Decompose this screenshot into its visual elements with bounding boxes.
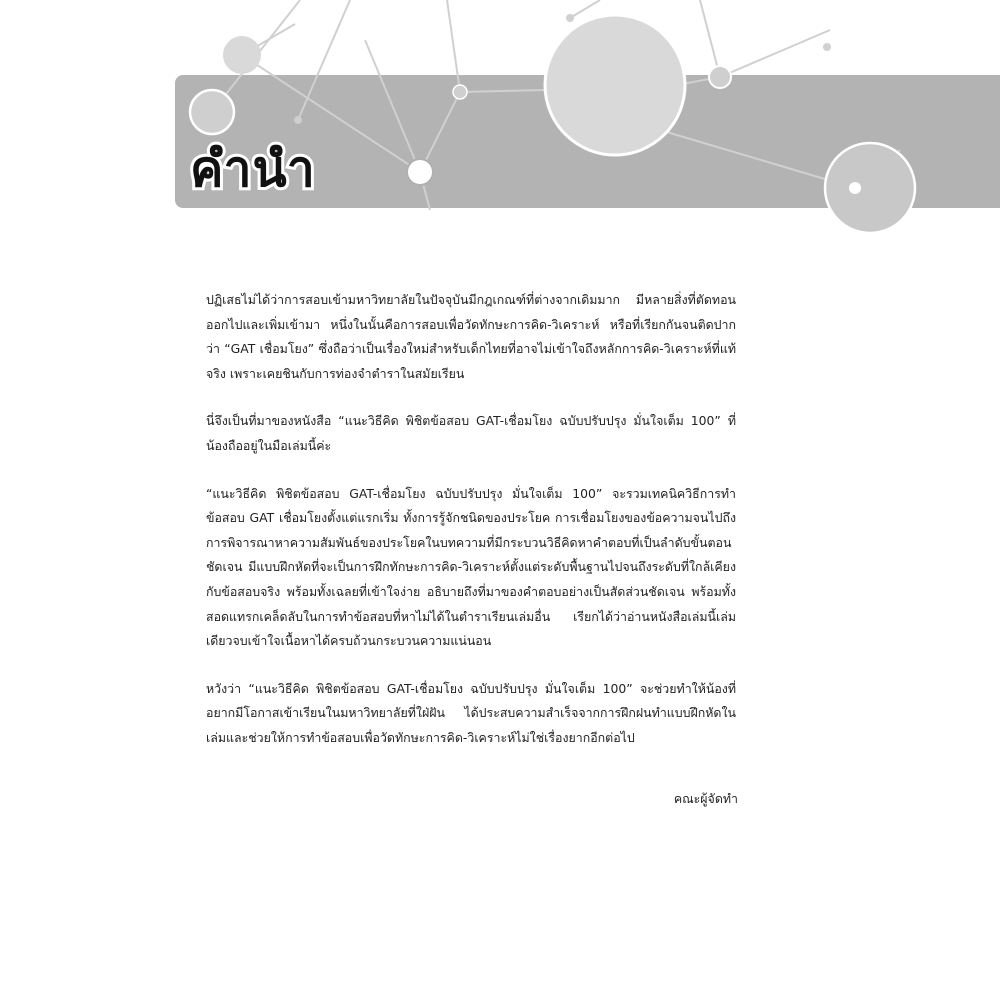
paragraph: “แนะวิธีคิด พิชิตข้อสอบ GAT-เชื่อมโยง ฉบับปรับปรุง มั่นใจเต็ม 100” จะรวมเทคนิควิธีการทำข้อสอบ GAT เชื่อมโยงตั้งแต่แรกเริ่ม ทั้งการรู้จักชนิดของประโยค การเชื่อมโยงของข้อความจนไปถึงการพิจารณาหาความสัมพันธ์ของประโยคในบทความที่มีกระบวนวิธีคิดหาคำตอบที่เป็นลำดับขั้นตอนชัดเจน มีแบบฝึกหัดที่จะเป็นการฝึกทักษะการคิด-วิเคราะห์ตั้งแต่ระดับพื้นฐานไปจนถึงระดับที่ใกล้เคียงกับข้อสอบจริง พร้อมทั้งเฉลยที่เข้าใจง่าย อธิบายถึงที่มาของคำตอบอย่างเป็นสัดส่วนชัดเจน พร้อมทั้งสอดแทรกเคล็ดลับในการทำข้อสอบที่หาไม่ได้ในตำราเรียนเล่มอื่น เรียกได้ว่าอ่านหนังสือเล่มนี้เล่มเดียวจบเข้าใจเนื้อหาได้ครบถ้วนกระบวนความแน่นอน	[206, 485, 736, 649]
page-title: คำนำ	[190, 140, 316, 198]
paragraph: ปฏิเสธไม่ได้ว่าการสอบเข้ามหาวิทยาลัยในปัจจุบันมีกฎเกณฑ์ที่ต่างจากเดิมมาก มีหลายสิ่งที่ตัดทอนออกไปและเพิ่มเข้ามา หนึ่งในนั้นคือการสอบเพื่อวัดทักษะการคิด-วิเคราะห์ หรือที่เรียกกันจนติดปากว่า “GAT เชื่อมโยง” ซึ่งถือว่าเป็นเรื่องใหม่สำหรับเด็กไทยที่อาจไม่เข้าใจถึงหลักการคิด-วิเคราะห์ที่แท้จริง เพราะเคยชินกับการท่องจำตำราในสมัยเรียน	[206, 292, 736, 381]
signature: คณะผู้จัดทำ	[673, 791, 738, 806]
paragraph: หวังว่า “แนะวิธีคิด พิชิตข้อสอบ GAT-เชื่อมโยง ฉบับปรับปรุง มั่นใจเต็ม 100” จะช่วยทำให้น้องที่อยากมีโอกาสเข้าเรียนในมหาวิทยาลัยที่ใฝ่ฝัน ได้ประสบความสำเร็จจากการฝึกฝนทำแบบฝึกหัดในเล่มและช่วยให้การทำข้อสอบเพื่อวัดทักษะการคิด-วิเคราะห์ไม่ใช่เรื่องยากอีกต่อไป	[206, 680, 736, 745]
paragraph: นี่จึงเป็นที่มาของหนังสือ “แนะวิธีคิด พิชิตข้อสอบ GAT-เชื่อมโยง ฉบับปรับปรุง มั่นใจเต็ม 100” ที่น้องถืออยู่ในมือเล่มนี้ค่ะ	[206, 413, 736, 453]
node-circle	[223, 36, 261, 74]
body-text	[206, 288, 736, 774]
